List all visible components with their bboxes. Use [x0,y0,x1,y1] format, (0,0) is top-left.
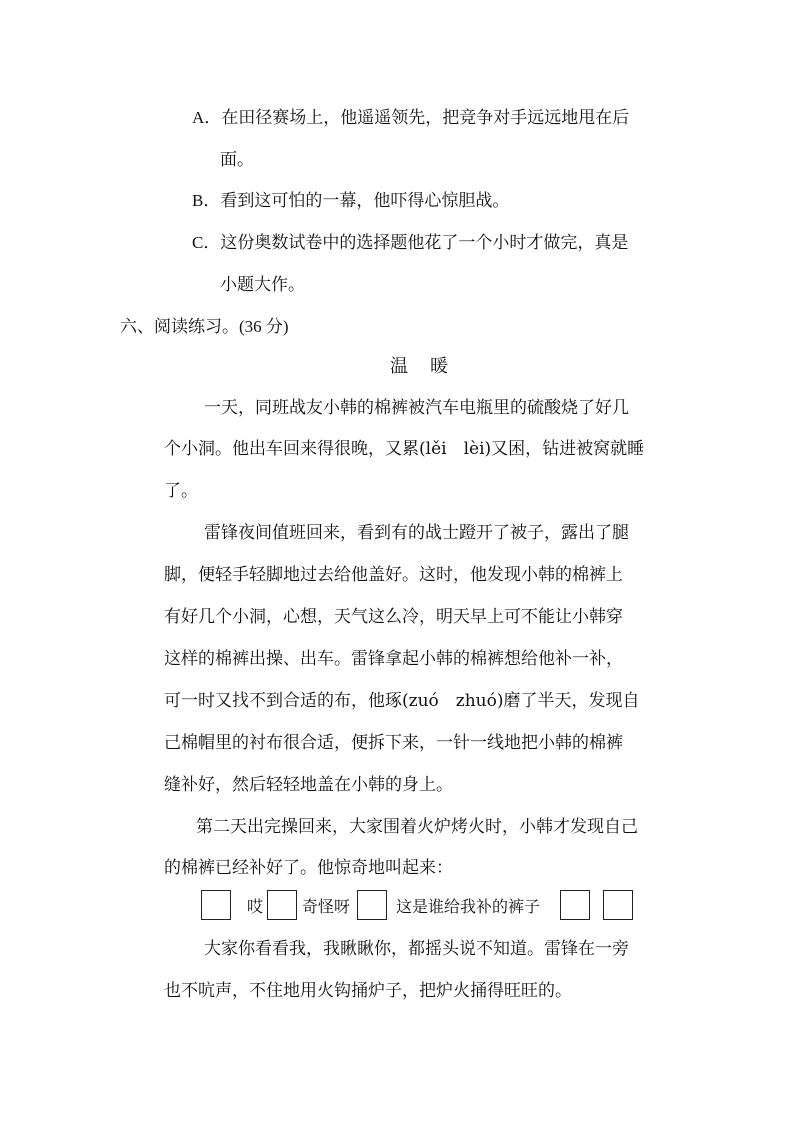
paragraph-4-line-1: 大家你看看我，我瞅瞅你，都摇头说不知道。雷锋在一旁 [204,939,629,959]
punctuation-answer-box-1[interactable] [201,890,231,920]
option-c-line1: C．这份奥数试卷中的选择题他花了一个小时才做完，真是 [192,233,629,252]
punctuation-answer-box-4[interactable] [560,890,590,920]
paragraph-2-line-5: 可一时又找不到合适的布，他琢(zuó zhuó)磨了半天，发现自 [164,691,640,711]
paragraph-3-line-2: 的棉裤已经补好了。他惊奇地叫起来： [164,858,453,878]
exclaim-fragment-2: 奇怪呀 [302,897,351,916]
section-heading: 六、阅读练习。(36 分) [120,317,289,336]
paragraph-2-line-7: 缝补好，然后轻轻地盖在小韩的身上。 [164,775,453,795]
option-c-line2: 小题大作。 [220,275,305,294]
paragraph-2-line-4: 这样的棉裤出操、出车。雷锋拿起小韩的棉裤想给他补一补， [164,649,623,669]
punctuation-answer-box-5[interactable] [603,890,633,920]
exclaim-fragment-3: 这是谁给我补的裤子 [396,897,541,916]
paragraph-1-line-1: 一天，同班战友小韩的棉裤被汽车电瓶里的硫酸烧了好几 [204,398,629,418]
article-title: 温 暖 [390,356,450,377]
exclaim-fragment-1: 哎 [247,897,264,916]
paragraph-1-line-3: 了。 [164,481,198,501]
paragraph-3-line-1: 第二天出完操回来，大家围着火炉烤火时，小韩才发现自己 [196,817,638,837]
paragraph-2-line-2: 脚，便轻手轻脚地过去给他盖好。这时，他发现小韩的棉裤上 [164,565,623,585]
paragraph-4-line-2: 也不吭声，不住地用火钩捅炉子，把炉火捅得旺旺的。 [164,981,572,1001]
punctuation-answer-box-2[interactable] [267,890,297,920]
paragraph-2-line-3: 有好几个小洞，心想，天气这么冷，明天早上可不能让小韩穿 [164,607,623,627]
option-b-line1: B．看到这可怕的一幕，他吓得心惊胆战。 [192,191,510,210]
paragraph-2-line-6: 己棉帽里的衬布很合适，便拆下来，一针一线地把小韩的棉裤 [164,733,623,753]
paragraph-1-line-2: 个小洞。他出车回来得很晚，又累(lěi lèi)又困，钻进被窝就睡 [164,439,645,459]
paragraph-2-line-1: 雷锋夜间值班回来，看到有的战士蹬开了被子，露出了腿 [204,523,629,543]
option-a-line1: A．在田径赛场上，他遥遥领先，把竞争对手远远地甩在后 [192,108,630,127]
option-a-line2: 面。 [220,150,254,169]
punctuation-answer-box-3[interactable] [357,890,387,920]
